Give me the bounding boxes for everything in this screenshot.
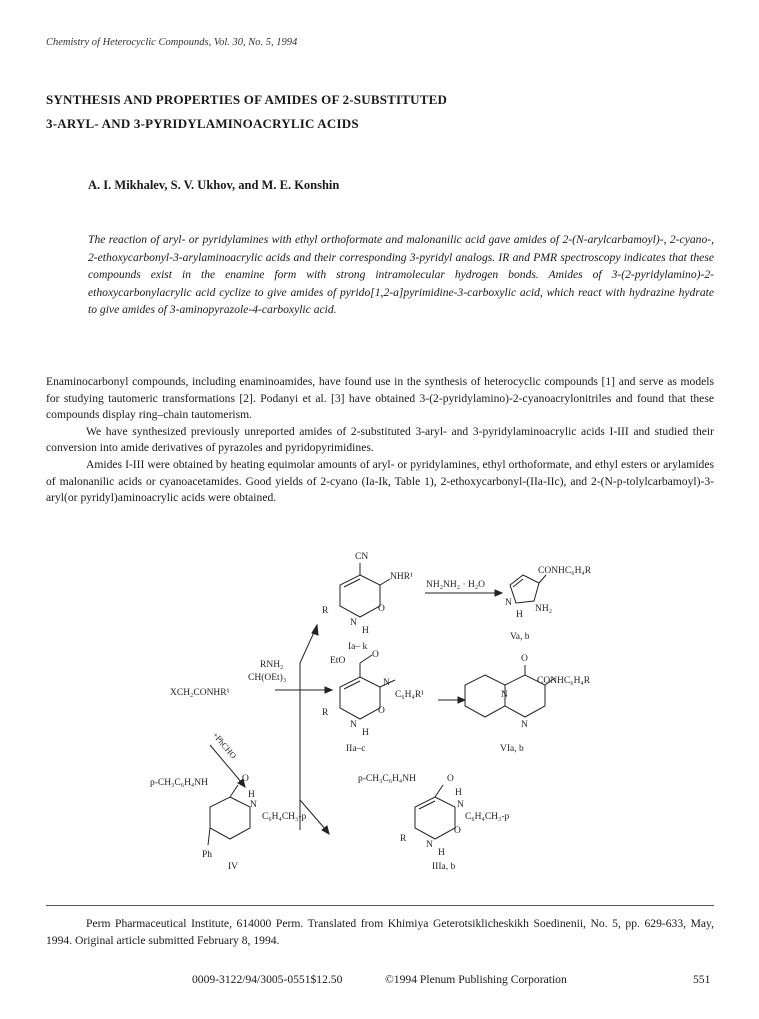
article-title: [46, 88, 447, 136]
article-code: 0009-3122/94/3005-0551$12.50: [192, 973, 343, 986]
label-cn: CN: [355, 552, 369, 562]
ring-Va: [510, 575, 539, 603]
atom-O-IIa: O: [378, 706, 385, 716]
atom-R-IIIa: R: [400, 834, 407, 844]
label-nhr1: NHR¹: [390, 572, 413, 582]
atom-R-Ia: R: [322, 606, 329, 616]
atom-H-IIIa: H: [455, 788, 462, 798]
label-nh2: NH₂: [535, 604, 553, 614]
body-text: [46, 374, 714, 507]
reaction-scheme: [150, 545, 620, 870]
ring-IIa: [340, 677, 380, 719]
atom-N-IIIa: N: [457, 800, 464, 810]
atom-H-Ia: H: [362, 626, 369, 636]
ring-Ia: [340, 575, 380, 617]
label-pmethyl-right: p-CH₃C₆H₄NH: [358, 774, 416, 784]
abstract: The reaction of aryl- or pyridylamines with ethyl orthoformate and malonanilic acid gave amides of 2-(N-arylcarbamoyl)-, 2-cyano-, 2-ethoxycarbonyl-3-arylaminoacrylic acids and their corresponding 3-pyridyl analogs. IR and PMR spectroscopy indicates that these compounds exist in the enamine form with strong intramolecular hydrogen bonds. Amides of 3-(2-pyridylamino)-2-ethoxycarbonylacrylic acid cyclize to give amides of pyrido[1,2-a]pyrimidine-3-carboxylic acid, which react with hydrazine hydrate to give amides of 3-aminopyrazole-4-carboxylic acid.: [88, 233, 714, 317]
label-conhc6h4r-mid: CONHC₆H₄R: [537, 676, 591, 686]
label-conhc6h4r-top: CONHC₆H₄R: [538, 566, 592, 576]
atom-N-VIa-bridge: N: [501, 690, 508, 700]
label-eto: EtO: [330, 656, 346, 666]
atom-O-IIa-top: O: [372, 650, 379, 660]
ring-IIIa: [415, 797, 455, 839]
label-rnh2: RNH₂: [260, 660, 284, 670]
atom-N-IIa: N: [350, 720, 357, 730]
label-IIa: IIa–c: [346, 744, 366, 754]
label-start-material: XCH₂CONHR¹: [170, 688, 230, 698]
atom-H-IIa: H: [362, 728, 369, 738]
label-Va: Va, b: [510, 632, 530, 642]
atom-O-IV: O: [242, 774, 249, 784]
title-line-2: 3-ARYL- AND 3-PYRIDYLAMINOACRYLIC ACIDS: [46, 116, 359, 131]
ring-IV: [210, 797, 250, 839]
atom-N-IIIa-ring: N: [426, 840, 433, 850]
atom-N-IV: N: [250, 800, 257, 810]
ring-VIa-left: [465, 675, 505, 717]
label-orthoformate: CH(OEt)₃: [248, 673, 287, 683]
label-VIa: VIa, b: [500, 744, 524, 754]
authors: A. I. Mikhalev, S. V. Ukhov, and M. E. Konshin: [88, 178, 340, 192]
atom-N-IIa-amide: N: [383, 678, 390, 688]
atom-H-Va: H: [516, 610, 523, 620]
label-Ia: Ia– k: [348, 642, 368, 652]
atom-O-IIIa-ring: O: [454, 826, 461, 836]
footnote-rule: [46, 905, 714, 906]
label-c6h4r1: C₆H₄R¹: [395, 690, 425, 700]
copyright: ©1994 Plenum Publishing Corporation: [385, 973, 567, 986]
atom-O-Ia: O: [378, 604, 385, 614]
atom-H-IV: H: [248, 790, 255, 800]
label-tolyl-right: C₆H₄CH₃-p: [465, 812, 510, 822]
atom-O-VIa: O: [521, 654, 528, 664]
label-phcho: +PhCHO: [210, 729, 239, 761]
title-line-1: SYNTHESIS AND PROPERTIES OF AMIDES OF 2-SUBSTITUTED: [46, 92, 448, 107]
paragraph-3: Amides I-III were obtained by heating equimolar amounts of aryl- or pyridylamines, ethyl orthoformate, and ethyl esters or arylamides of malonanilic acids or cyanoacetamides. Good yields of 2-cyano (Ia-Ik, Table 1), 2-ethoxycarbonyl-(IIa-IIc), and 2-(N-p-tolylcarbamoyl)-3-aryl(or pyridyl)aminoacrylic acids were obtained.: [46, 457, 714, 505]
atom-R-IIa: R: [322, 708, 329, 718]
label-IV: IV: [228, 862, 239, 870]
paragraph-1: Enaminocarbonyl compounds, including enaminoamides, have found use in the synthesis of heterocyclic compounds [1] and serve as models for studying tautomeric transformations [2]. Podanyi et al. [3] have obtained 3-(2-pyridylamino)-2-cyanoacrylonitriles and found that these compounds display ring–chain tautomerism.: [46, 375, 714, 422]
label-reagent-hydrazine: NH₂NH₂ · H₂O: [426, 580, 486, 590]
page-number: 551: [693, 973, 711, 986]
arrow-up: [300, 630, 315, 663]
atom-O-IIIa: O: [447, 774, 454, 784]
paragraph-2: We have synthesized previously unreported amides of 2-substituted 3-aryl- and 3-pyridylaminoacrylic acids I-III and studied their conversion into amide derivatives of pyrazoles and pyridopyrimidines.: [46, 424, 714, 455]
label-pmethyl-left: p-CH₃C₆H₄NH: [150, 778, 208, 788]
journal-header: Chemistry of Heterocyclic Compounds, Vol. 30, No. 5, 1994: [46, 37, 298, 48]
atom-N-Ia: N: [350, 618, 357, 628]
label-tolyl-left: C₆H₄CH₃-p: [262, 812, 307, 822]
footnote: Perm Pharmaceutical Institute, 614000 Perm. Translated from Khimiya Geterotsiklicheskikh Soedinenii, No. 5, pp. 629-633, May, 1994. Original article submitted February 8, 1994.: [46, 917, 714, 947]
atom-N-VIa: N: [521, 720, 528, 730]
atom-H-IIIa-ring: H: [438, 848, 445, 858]
label-ph: Ph: [202, 850, 213, 860]
atom-N-Va: N: [505, 598, 512, 608]
label-IIIa: IIIa, b: [432, 862, 456, 870]
